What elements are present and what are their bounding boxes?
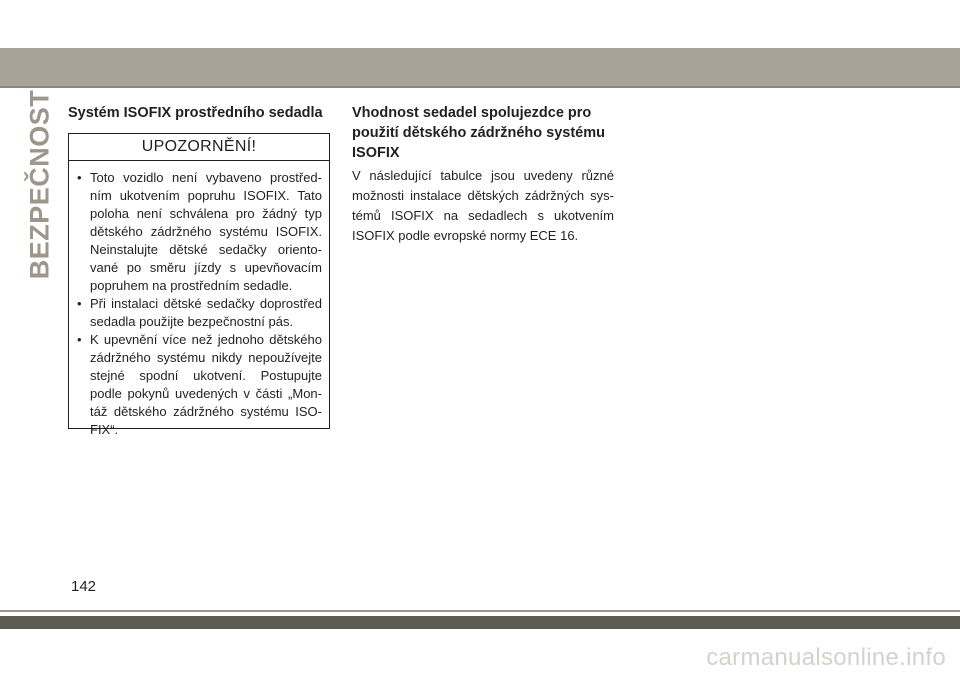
warning-title: UPOZORNĚNÍ! (69, 134, 329, 161)
watermark: carmanualsonline.info (706, 644, 946, 671)
warning-item: • Toto vozidlo není vybaveno prostřed-ním ukotvením popruhu ISOFIX. Tato poloha není schválena pro žádný typ dětského zádržného systému ISOFIX. Neinstalujte dětské sedačky oriento-vané po směru jízdy s upevňovacím popruhem na prostředním sedadle. (76, 169, 322, 295)
right-heading: Vhodnost sedadel spolujezdce pro použití dětského zádržného systému ISOFIX (352, 105, 605, 161)
footer-band (0, 616, 960, 629)
warning-box (68, 133, 330, 437)
warning-list (69, 161, 329, 439)
right-paragraph: V následující tabulce jsou uvedeny různé možnosti instalace dětských zádržných sys-témů ISOFIX na sedadlech s ukotvením ISOFIX podle evropské normy ECE 16. (352, 168, 614, 243)
section-side-label (22, 89, 58, 279)
warning-item: • Při instalaci dětské sedačky doprostřed sedadla použijte bezpečnostní pás. (76, 295, 322, 331)
header-band (0, 48, 960, 86)
warning-item: • K upevnění více než jednoho dětského zádržného systému nikdy nepoužívejte stejné spodní ukotvení. Postupujte podle pokynů uvedených v části „Mon-táž dětského zádržného systému ISO-FIX“. (76, 331, 322, 439)
footer-rule (0, 610, 960, 612)
page-number: 142 (71, 578, 97, 595)
left-heading: Systém ISOFIX prostředního sedadla (68, 105, 323, 121)
header-rule (0, 86, 960, 88)
section-side-label-text: BEZPEČNOST (24, 89, 55, 279)
